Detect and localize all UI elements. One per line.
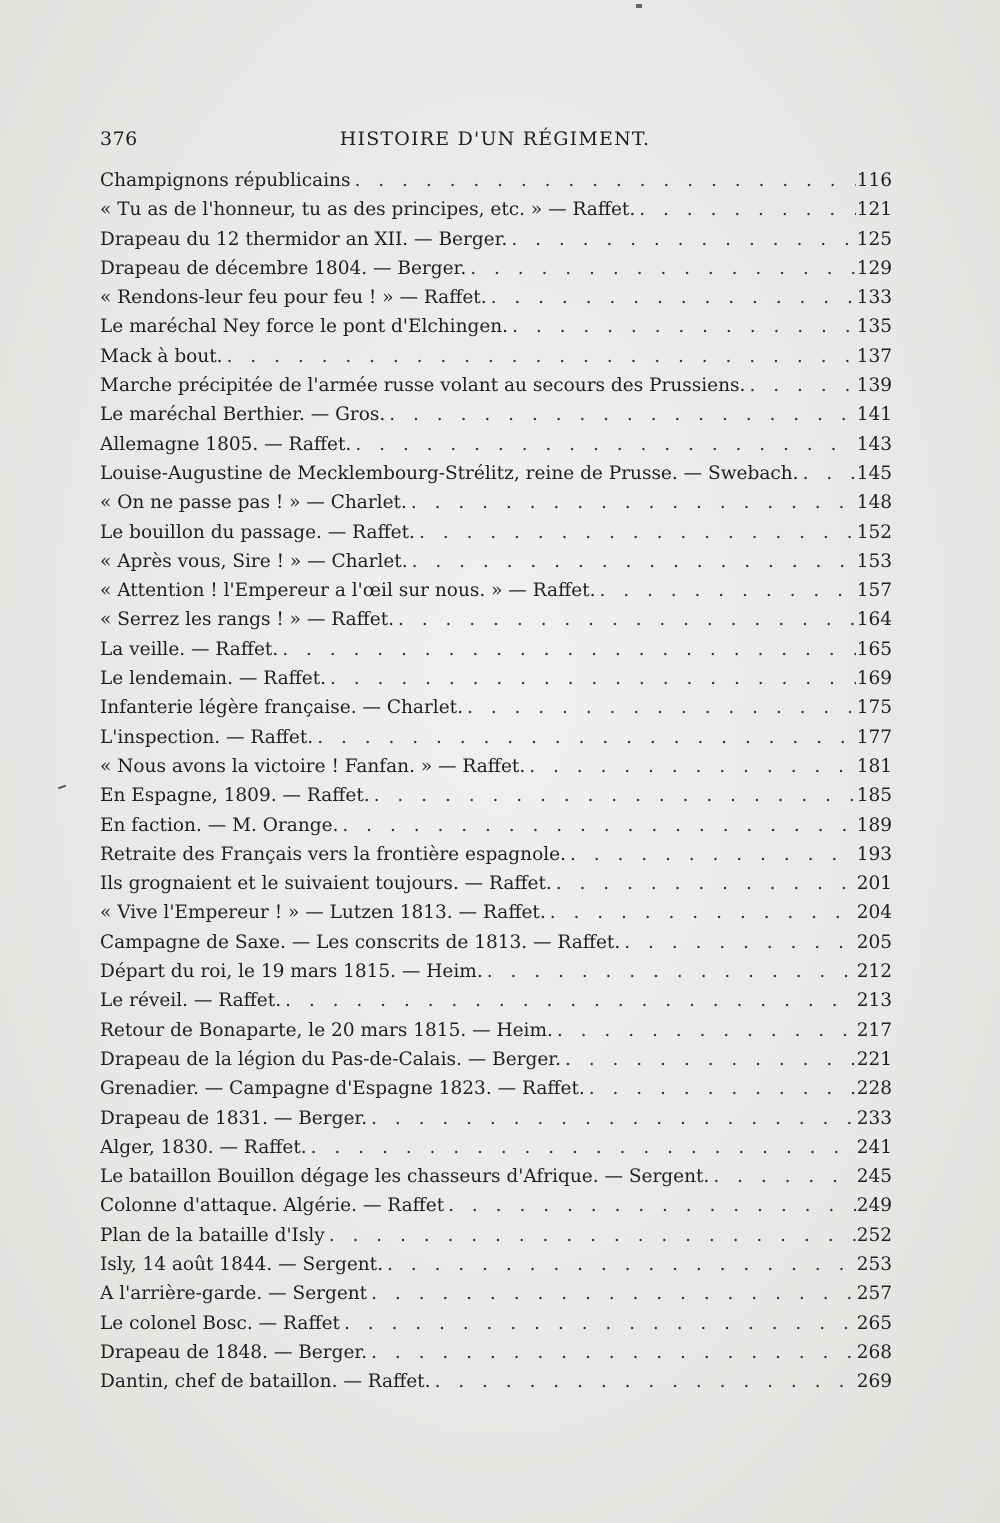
toc-entry-page: 253 xyxy=(856,1253,892,1275)
toc-entry-page: 185 xyxy=(856,785,892,807)
dot-leader xyxy=(371,1279,856,1308)
toc-entry-page: 169 xyxy=(856,668,892,690)
toc-entry xyxy=(100,400,892,429)
toc-entry xyxy=(100,1104,892,1133)
toc-entry-page: 133 xyxy=(856,287,892,309)
toc-entry-title: « Attention ! l'Empereur a l'œil sur nous. » — Raffet. xyxy=(100,580,596,602)
page-number: 376 xyxy=(100,128,138,150)
toc-entry-title: L'inspection. — Raffet. xyxy=(100,726,314,748)
toc-entry-title: Le colonel Bosc. — Raffet xyxy=(100,1312,340,1334)
dot-leader xyxy=(412,547,856,576)
toc-entry-title: Départ du roi, le 19 mars 1815. — Heim. xyxy=(100,961,483,983)
toc-entry xyxy=(100,635,892,664)
toc-entry-title: Drapeau de 1831. — Berger. xyxy=(100,1107,368,1129)
toc-entry-page: 205 xyxy=(856,931,892,953)
toc-entry xyxy=(100,928,892,957)
dot-leader xyxy=(387,1250,856,1279)
toc-entry-title: « Tu as de l'honneur, tu as des principes, etc. » — Raffet. xyxy=(100,199,636,221)
dot-leader xyxy=(355,166,856,195)
toc-entry-title: « Serrez les rangs ! » — Raffet. xyxy=(100,609,395,631)
dot-leader xyxy=(435,1367,857,1396)
toc-entry-title: Le maréchal Berthier. — Gros. xyxy=(100,404,386,426)
toc-entry-page: 121 xyxy=(856,199,892,221)
running-title: HISTOIRE D'UN RÉGIMENT. xyxy=(339,128,651,150)
dot-leader xyxy=(282,635,856,664)
toc-entry-page: 116 xyxy=(856,170,892,191)
dot-leader xyxy=(556,869,856,898)
dot-leader xyxy=(419,518,856,547)
dot-leader xyxy=(749,371,856,400)
toc-entry xyxy=(100,518,892,547)
toc-entry-title: Ils grognaient et le suivaient toujours. — Raffet. xyxy=(100,873,552,895)
toc-entry xyxy=(100,1045,892,1074)
toc-entry-page: 213 xyxy=(856,990,892,1012)
page-header xyxy=(100,128,890,158)
dot-leader xyxy=(371,1104,856,1133)
toc-entry xyxy=(100,430,892,459)
toc-entry-page: 221 xyxy=(856,1048,892,1070)
toc-entry-page: 164 xyxy=(856,609,892,631)
toc-entry xyxy=(100,312,892,341)
toc-entry-page: 245 xyxy=(856,1166,892,1188)
toc-entry-title: Dantin, chef de bataillon. — Raffet. xyxy=(100,1371,431,1393)
toc-entry xyxy=(100,166,892,195)
toc-entry-page: 175 xyxy=(856,697,892,719)
dot-leader xyxy=(227,342,856,371)
toc-entry-page: 143 xyxy=(856,433,892,455)
dot-leader xyxy=(570,840,856,869)
toc-entry-page: 135 xyxy=(856,316,892,338)
toc-entry xyxy=(100,225,892,254)
toc-entry-page: 233 xyxy=(856,1107,892,1129)
toc-entry xyxy=(100,576,892,605)
dot-leader xyxy=(803,459,856,488)
toc-entry xyxy=(100,898,892,927)
dot-leader xyxy=(329,1221,856,1250)
toc-entry-title: Colonne d'attaque. Algérie. — Raffet xyxy=(100,1195,445,1217)
toc-entry xyxy=(100,1309,892,1338)
toc-entry-page: 137 xyxy=(856,345,892,367)
toc-entry-title: Marche précipitée de l'armée russe volant au secours des Prussiens. xyxy=(100,375,746,397)
toc-entry xyxy=(100,605,892,634)
toc-entry-page: 265 xyxy=(856,1312,892,1334)
dot-leader xyxy=(565,1045,856,1074)
toc-entry xyxy=(100,957,892,986)
toc-entry xyxy=(100,1133,892,1162)
toc-entry-page: 145 xyxy=(856,462,892,484)
toc-entry-page: 177 xyxy=(856,726,892,748)
toc-entry-page: 257 xyxy=(856,1283,892,1305)
toc-entry-title: Le lendemain. — Raffet. xyxy=(100,668,327,690)
dot-leader xyxy=(491,283,856,312)
toc-entry xyxy=(100,195,892,224)
toc-entry xyxy=(100,459,892,488)
toc-entry-title: Grenadier. — Campagne d'Espagne 1823. — Raffet. xyxy=(100,1078,585,1100)
toc-entry-title: Louise-Augustine de Mecklembourg-Strélitz, reine de Prusse. — Swebach. xyxy=(100,462,799,484)
dot-leader xyxy=(470,254,856,283)
dot-leader xyxy=(550,898,856,927)
toc-entry-page: 212 xyxy=(856,961,892,983)
toc-entry xyxy=(100,840,892,869)
toc-entry-page: 241 xyxy=(856,1136,892,1158)
toc-entry-page: 249 xyxy=(856,1195,892,1217)
toc-entry-title: En Espagne, 1809. — Raffet. xyxy=(100,785,370,807)
toc-entry-page: 201 xyxy=(856,873,892,895)
toc-entry xyxy=(100,547,892,576)
toc-entry xyxy=(100,1250,892,1279)
toc-entry xyxy=(100,781,892,810)
toc-entry-title: « On ne passe pas ! » — Charlet. xyxy=(100,492,407,514)
toc-entry-page: 125 xyxy=(856,228,892,250)
toc-entry-title: Drapeau de décembre 1804. — Berger. xyxy=(100,257,467,279)
dot-leader xyxy=(599,576,856,605)
toc-entry xyxy=(100,1162,892,1191)
dot-leader xyxy=(487,957,856,986)
dot-leader xyxy=(467,693,856,722)
toc-entry xyxy=(100,693,892,722)
toc-entry-page: 252 xyxy=(856,1224,892,1246)
margin-mark xyxy=(58,785,66,790)
dot-leader xyxy=(529,752,856,781)
toc-entry xyxy=(100,752,892,781)
illustration-index xyxy=(100,166,892,1396)
dot-leader xyxy=(589,1074,856,1103)
toc-entry-page: 217 xyxy=(856,1019,892,1041)
dot-leader xyxy=(713,1162,856,1191)
toc-entry-page: 148 xyxy=(856,492,892,514)
toc-entry-title: Alger, 1830. — Raffet. xyxy=(100,1136,307,1158)
toc-entry xyxy=(100,1074,892,1103)
toc-entry-title: « Nous avons la victoire ! Fanfan. » — Raffet. xyxy=(100,755,526,777)
dot-leader xyxy=(330,664,856,693)
toc-entry-title: Allemagne 1805. — Raffet. xyxy=(100,433,352,455)
toc-entry-page: 228 xyxy=(856,1078,892,1100)
toc-entry-title: Infanterie légère française. — Charlet. xyxy=(100,697,463,719)
dot-leader xyxy=(389,400,856,429)
dot-leader xyxy=(639,195,856,224)
toc-entry-page: 157 xyxy=(856,580,892,602)
toc-entry-title: Plan de la bataille d'Isly xyxy=(100,1224,325,1246)
toc-entry-title: Le bataillon Bouillon dégage les chasseurs d'Afrique. — Sergent. xyxy=(100,1166,710,1188)
toc-entry-title: Drapeau de 1848. — Berger. xyxy=(100,1341,368,1363)
dot-leader xyxy=(374,781,856,810)
toc-entry-page: 193 xyxy=(856,843,892,865)
toc-entry-title: Campagne de Saxe. — Les conscrits de 1813. — Raffet. xyxy=(100,931,621,953)
toc-entry-page: 204 xyxy=(856,902,892,924)
dot-leader xyxy=(398,605,856,634)
toc-entry-title: Le bouillon du passage. — Raffet. xyxy=(100,521,415,543)
toc-entry-title: Retraite des Français vers la frontière espagnole. xyxy=(100,843,566,865)
toc-entry-title: Le réveil. — Raffet. xyxy=(100,990,282,1012)
toc-entry xyxy=(100,1367,892,1396)
toc-entry-page: 268 xyxy=(856,1341,892,1363)
toc-entry xyxy=(100,1191,892,1220)
toc-entry xyxy=(100,283,892,312)
toc-entry-page: 153 xyxy=(856,550,892,572)
toc-entry-page: 129 xyxy=(856,257,892,279)
toc-entry-title: « Rendons-leur feu pour feu ! » — Raffet. xyxy=(100,287,487,309)
toc-entry-title: Le maréchal Ney force le pont d'Elchingen. xyxy=(100,316,509,338)
toc-entry xyxy=(100,254,892,283)
dot-leader xyxy=(624,928,856,957)
toc-entry-page: 139 xyxy=(856,375,892,397)
toc-entry-title: Mack à bout. xyxy=(100,345,223,367)
dot-leader xyxy=(511,225,856,254)
dot-leader xyxy=(344,1309,856,1338)
toc-entry-page: 152 xyxy=(856,521,892,543)
toc-entry-title: « Vive l'Empereur ! » — Lutzen 1813. — Raffet. xyxy=(100,902,546,924)
toc-entry-title: Drapeau du 12 thermidor an XII. — Berger. xyxy=(100,228,508,250)
toc-entry xyxy=(100,811,892,840)
toc-entry xyxy=(100,869,892,898)
toc-entry-title: Retour de Bonaparte, le 20 mars 1815. — Heim. xyxy=(100,1019,553,1041)
dot-leader xyxy=(557,1016,856,1045)
toc-entry xyxy=(100,1279,892,1308)
dot-leader xyxy=(371,1338,856,1367)
toc-entry xyxy=(100,986,892,1015)
dot-leader xyxy=(311,1133,856,1162)
toc-entry-title: Drapeau de la légion du Pas-de-Calais. — Berger. xyxy=(100,1048,562,1070)
dot-leader xyxy=(342,811,856,840)
dot-leader xyxy=(317,723,856,752)
dot-leader xyxy=(448,1191,856,1220)
toc-entry xyxy=(100,488,892,517)
toc-entry-page: 141 xyxy=(856,404,892,426)
toc-entry-page: 181 xyxy=(856,755,892,777)
toc-entry xyxy=(100,1016,892,1045)
toc-entry-title: Isly, 14 août 1844. — Sergent. xyxy=(100,1253,384,1275)
toc-entry-title: « Après vous, Sire ! » — Charlet. xyxy=(100,550,408,572)
toc-entry-page: 165 xyxy=(856,638,892,660)
toc-entry-title: En faction. — M. Orange. xyxy=(100,814,339,836)
toc-entry xyxy=(100,664,892,693)
toc-entry xyxy=(100,1221,892,1250)
print-speck xyxy=(636,4,642,8)
dot-leader xyxy=(285,986,856,1015)
toc-entry-title: A l'arrière-garde. — Sergent xyxy=(100,1283,368,1305)
dot-leader xyxy=(355,430,856,459)
toc-entry-title: Champignons républicains xyxy=(100,170,351,191)
toc-entry xyxy=(100,723,892,752)
toc-entry-title: La veille. — Raffet. xyxy=(100,638,279,660)
dot-leader xyxy=(512,312,856,341)
toc-entry xyxy=(100,371,892,400)
toc-entry xyxy=(100,342,892,371)
toc-entry xyxy=(100,1338,892,1367)
toc-entry-page: 269 xyxy=(856,1371,892,1393)
dot-leader xyxy=(411,488,856,517)
toc-entry-page: 189 xyxy=(856,814,892,836)
